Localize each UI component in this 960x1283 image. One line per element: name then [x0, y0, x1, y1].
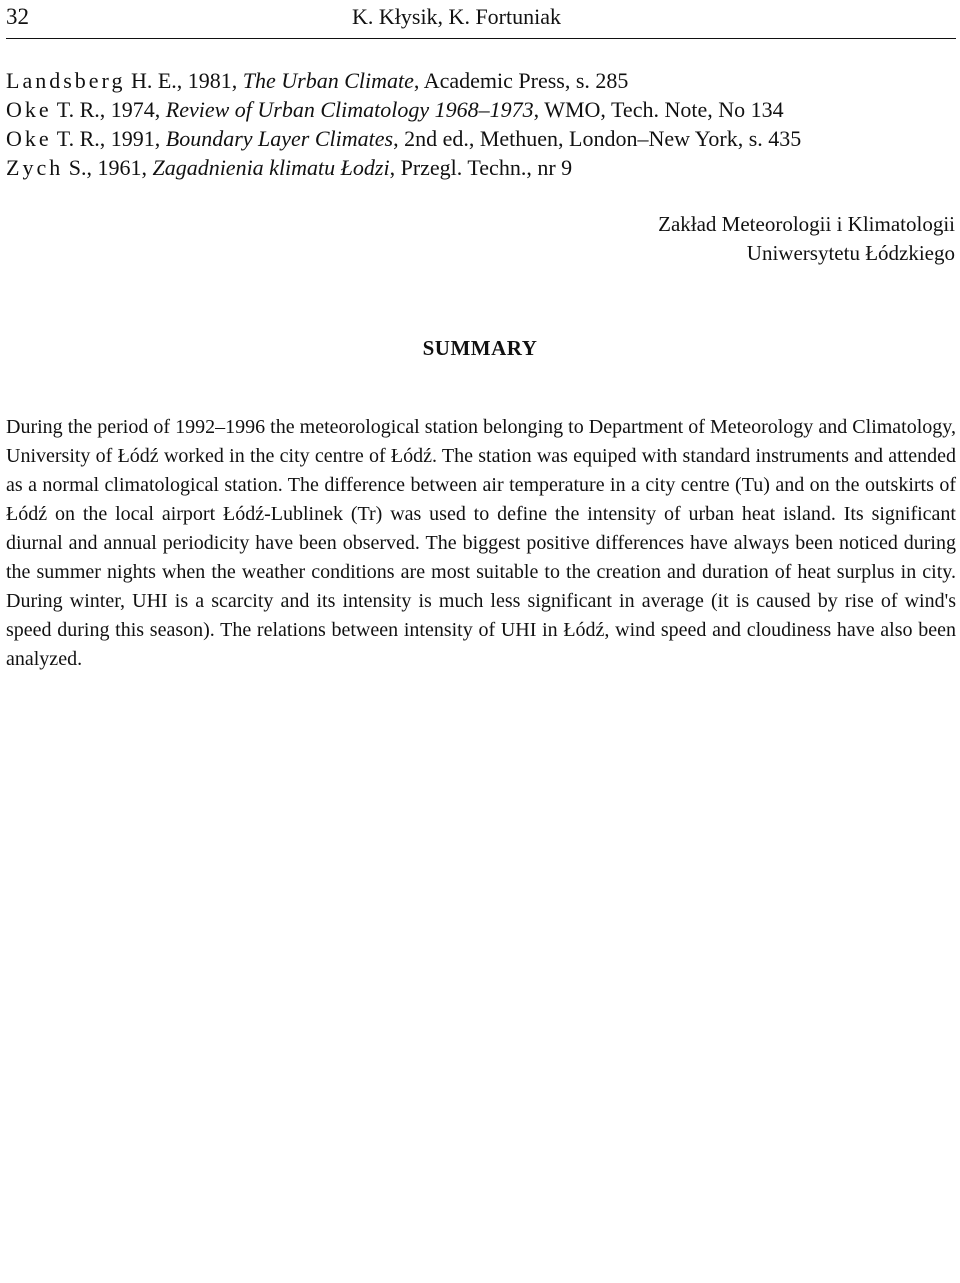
reference-publisher: , WMO, Tech. Note, No 134 — [533, 97, 784, 122]
reference-author: Zych — [6, 155, 64, 180]
reference-publisher: , 2nd ed., Methuen, London–New York, s. 435 — [393, 126, 802, 151]
reference-publisher: , Academic Press, s. 285 — [413, 68, 629, 93]
reference-item — [6, 153, 956, 182]
reference-title: Boundary Layer Climates — [165, 126, 394, 151]
reference-details: H. E., 1981, — [125, 68, 243, 93]
summary-paragraph: During the period of 1992–1996 the meteorological station belonging to Department of Meteorology and Climatology, University of Łódź worked in the city centre of Łódź. The station was equiped with standard instruments and attended as a normal climatological station. The difference between air temperature in a city centre (Tu) and on the outskirts of Łódź on the local airport Łódź-Lublinek (Tr) was used to define the intensity of urban heat island. Its significant diurnal and annual periodicity have been observed. The biggest positive differences have always been noticed during the summer nights when the weather conditions are most suitable to the creation and duration of heat surplus in city. During winter, UHI is a scarcity and its intensity is much less significant in average (it is caused by rise of wind's speed during this season). The relations between intensity of UHI in Łódź, wind speed and cloudiness have also been analyzed. — [6, 416, 956, 670]
reference-author: Oke — [6, 97, 52, 122]
reference-details: T. R., 1974, — [51, 97, 166, 122]
reference-publisher: , Przegl. Techn., nr 9 — [389, 155, 573, 180]
page-header — [6, 2, 956, 36]
reference-list — [6, 66, 956, 182]
reference-item — [6, 95, 956, 124]
affiliation-department: Zakład Meteorologii i Klimatologii — [658, 212, 955, 236]
affiliation-university: Uniwersytetu Łódzkiego — [746, 241, 955, 265]
reference-item — [6, 124, 956, 153]
reference-details: T. R., 1991, — [51, 126, 166, 151]
reference-title: Review of Urban Climatology 1968–1973 — [165, 97, 534, 122]
running-head-authors: K. Kłysik, K. Fortuniak — [352, 4, 561, 29]
reference-title: Zagadnienia klimatu Łodzi — [152, 155, 390, 180]
reference-author: Oke — [6, 126, 52, 151]
summary-heading: SUMMARY — [422, 336, 538, 360]
reference-author: Landsberg — [6, 68, 126, 93]
reference-item — [6, 66, 956, 95]
page-number: 32 — [6, 4, 29, 29]
reference-title: The Urban Climate — [242, 68, 414, 93]
reference-details: S., 1961, — [63, 155, 153, 180]
header-rule — [6, 38, 956, 39]
author-affiliation — [658, 210, 955, 268]
